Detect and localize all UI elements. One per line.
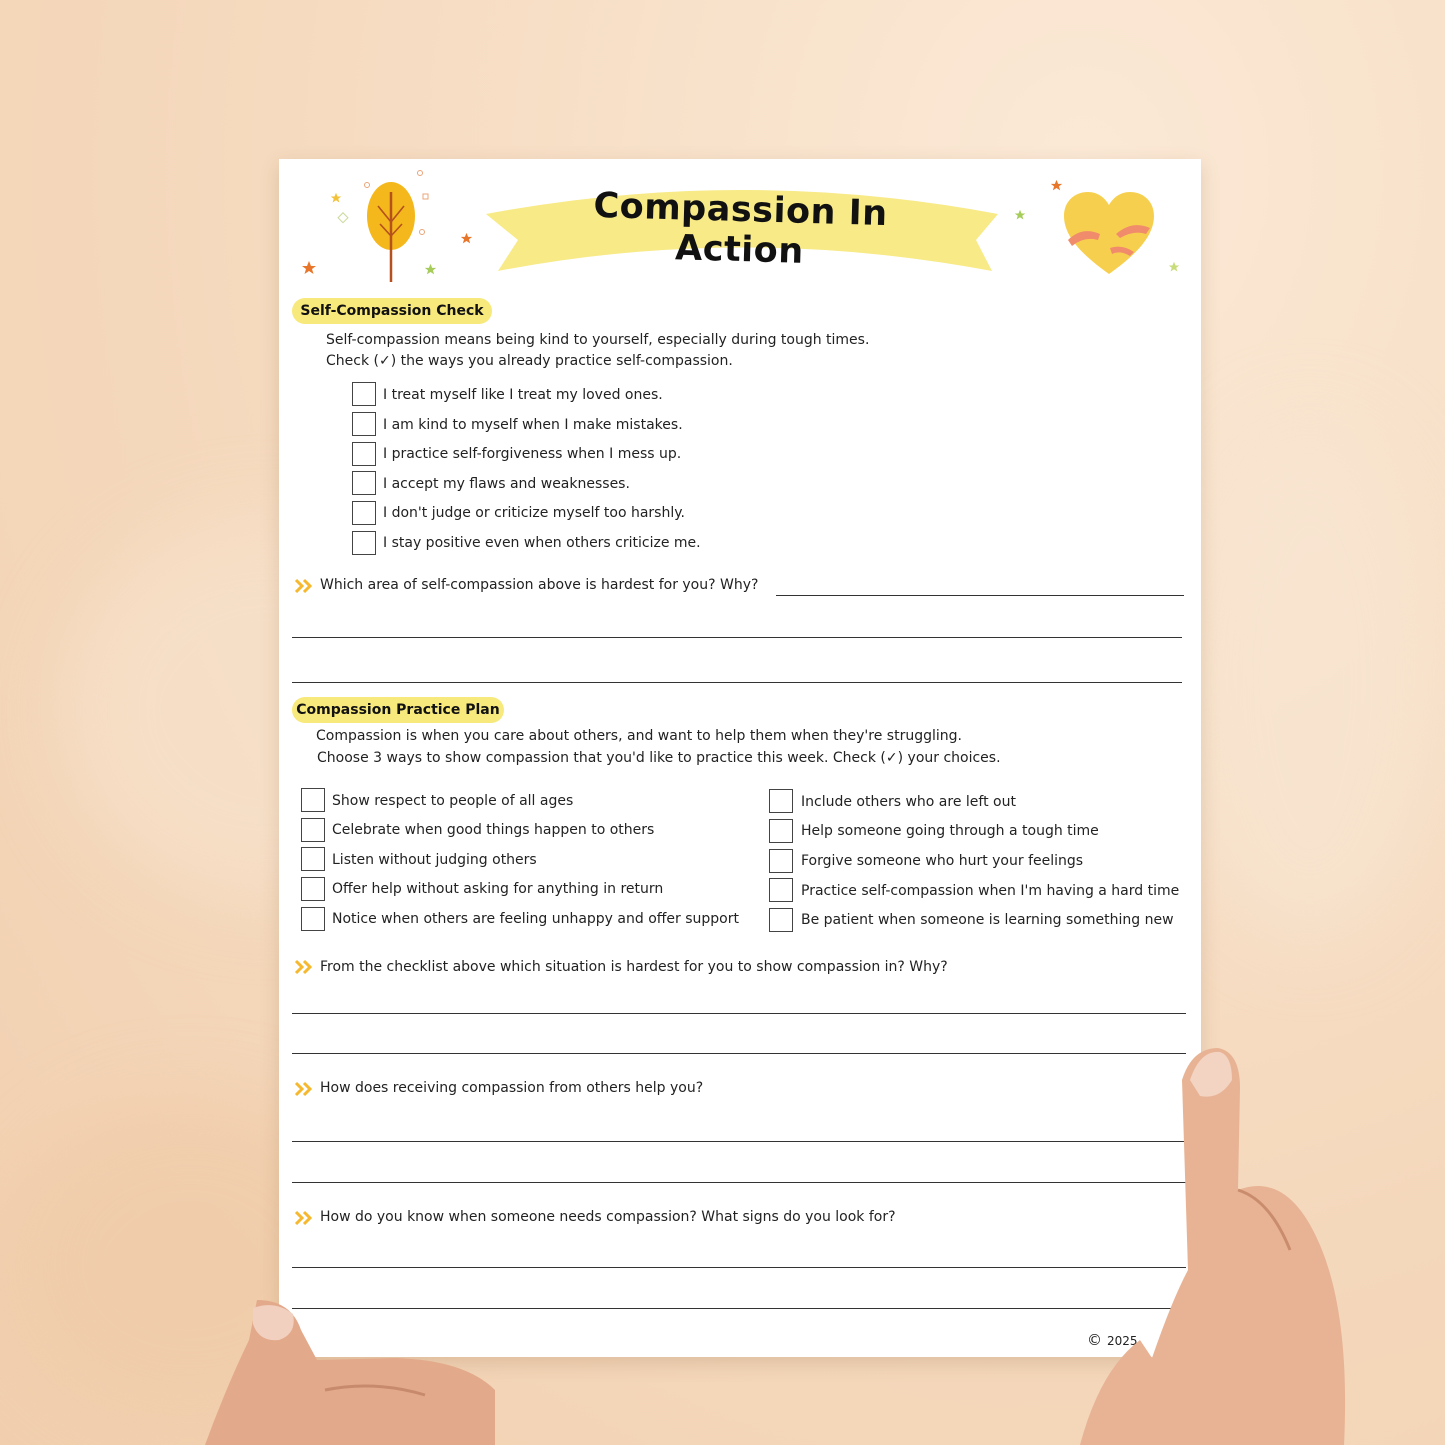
- checkbox[interactable]: [301, 907, 325, 931]
- section1-intro-line2: Check (✓) the ways you already practice self-compassion.: [326, 353, 733, 369]
- star-icon: [460, 232, 473, 245]
- heart-hug-icon: [1060, 190, 1158, 280]
- answer-line[interactable]: [292, 1053, 1186, 1054]
- checklist-item: Notice when others are feeling unhappy and offer support: [332, 911, 739, 927]
- checkbox[interactable]: [769, 819, 793, 843]
- checkbox[interactable]: [352, 382, 376, 406]
- checklist-item: Be patient when someone is learning something new: [801, 912, 1174, 928]
- answer-line[interactable]: [776, 595, 1184, 596]
- star-icon: [1168, 261, 1180, 273]
- star-icon: [330, 192, 342, 204]
- copyright-year: 2025: [1107, 1334, 1138, 1348]
- checklist-item: I treat myself like I treat my loved ones.: [383, 387, 663, 403]
- section2-intro-line1: Compassion is when you care about others, and want to help them when they're struggling.: [316, 728, 962, 744]
- right-hand-photo: [1060, 1040, 1360, 1445]
- checkbox[interactable]: [301, 818, 325, 842]
- checkbox[interactable]: [769, 878, 793, 902]
- answer-line[interactable]: [292, 682, 1182, 683]
- checklist-item: Practice self-compassion when I'm having a hard time: [801, 883, 1180, 899]
- checklist-item: Celebrate when good things happen to others: [332, 822, 655, 838]
- question-hardest-self-compassion: Which area of self-compassion above is hardest for you? Why?: [320, 577, 759, 593]
- copyright-symbol: ©: [1087, 1331, 1102, 1349]
- checklist-item: Offer help without asking for anything in return: [332, 881, 664, 897]
- checklist-item: I don't judge or criticize myself too harshly.: [383, 505, 685, 521]
- star-icon: [424, 263, 437, 276]
- section-heading-self-compassion: Self-Compassion Check: [292, 298, 492, 324]
- section1-intro-line1: Self-compassion means being kind to yourself, especially during tough times.: [326, 332, 870, 348]
- checkbox[interactable]: [301, 847, 325, 871]
- question-signs-needs-compassion: How do you know when someone needs compassion? What signs do you look for?: [320, 1209, 896, 1225]
- question-hardest-situation: From the checklist above which situation is hardest for you to show compassion in? Why?: [320, 959, 948, 975]
- checkbox[interactable]: [352, 531, 376, 555]
- checkbox[interactable]: [769, 908, 793, 932]
- checklist-item: I stay positive even when others criticize me.: [383, 535, 701, 551]
- checklist-item: I accept my flaws and weaknesses.: [383, 476, 630, 492]
- chevron-double-right-icon: [294, 959, 314, 975]
- section-heading-practice-plan: Compassion Practice Plan: [292, 697, 504, 723]
- checkbox[interactable]: [769, 849, 793, 873]
- question-receiving-compassion: How does receiving compassion from others help you?: [320, 1080, 704, 1096]
- checkbox[interactable]: [352, 471, 376, 495]
- chevron-double-right-icon: [294, 1081, 314, 1097]
- checklist-item: Listen without judging others: [332, 852, 537, 868]
- checklist-item: I practice self-forgiveness when I mess up.: [383, 446, 682, 462]
- star-icon: [301, 260, 317, 276]
- answer-line[interactable]: [292, 1141, 1186, 1142]
- chevron-double-right-icon: [294, 578, 314, 594]
- chevron-double-right-icon: [294, 1210, 314, 1226]
- answer-line[interactable]: [292, 1267, 1186, 1268]
- checkbox[interactable]: [352, 412, 376, 436]
- page-title: Compassion In Action: [592, 185, 889, 272]
- checkbox[interactable]: [301, 788, 325, 812]
- star-icon: [1014, 209, 1026, 221]
- checklist-item: Show respect to people of all ages: [332, 793, 574, 809]
- answer-line[interactable]: [292, 1182, 1186, 1183]
- checklist-item: Include others who are left out: [801, 794, 1016, 810]
- checklist-item: I am kind to myself when I make mistakes.: [383, 417, 683, 433]
- answer-line[interactable]: [292, 1013, 1186, 1014]
- checkbox[interactable]: [352, 442, 376, 466]
- answer-line[interactable]: [292, 637, 1182, 638]
- checkbox[interactable]: [301, 877, 325, 901]
- checklist-item: Forgive someone who hurt your feelings: [801, 853, 1084, 869]
- left-hand-photo: [205, 1300, 505, 1445]
- checkbox[interactable]: [352, 501, 376, 525]
- section2-intro-line2: Choose 3 ways to show compassion that you'd like to practice this week. Check (✓) your choices.: [317, 750, 1001, 766]
- checkbox[interactable]: [769, 789, 793, 813]
- checklist-item: Help someone going through a tough time: [801, 823, 1099, 839]
